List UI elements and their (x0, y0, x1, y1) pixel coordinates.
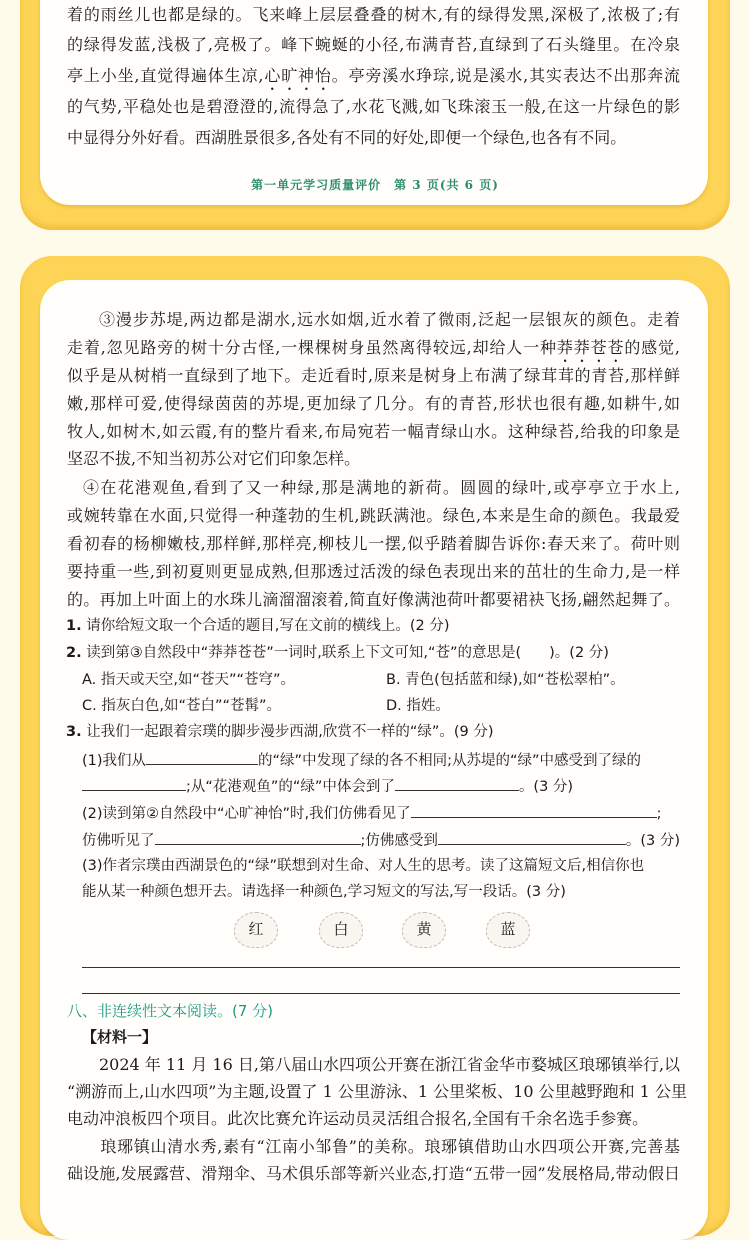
question-text: 仿佛听见了 (82, 833, 155, 849)
text-line: “溯游而上,山水四项”为主题,设置了 1 公里游泳、1 公里桨板、10 公里越野跑和 1 公里 (67, 1082, 687, 1101)
option-a[interactable]: A. 指天或天空,如“苍天”“苍穹”。 (82, 672, 296, 688)
question-text: 。(3 分) (518, 779, 574, 795)
text-line: 要持重一些,到初夏则更显成熟,但那透过活泼的绿色表现出来的茁壮的生命力,是一样 (67, 562, 680, 581)
option-d[interactable]: D. 指姓。 (386, 698, 450, 714)
page-footer: 第一单元学习质量评价 第 3 页(共 6 页) (251, 178, 499, 192)
text-line: ③漫步苏堤,两边都是湖水,远水如烟,近水着了微雨,泛起一层银灰的颜色。走着 (99, 310, 680, 329)
emphasized-word: 心旷神怡 (263, 66, 332, 85)
text-segment: 走着,忽见路旁的树十分古怪,一棵棵树身虽然离得较远,却给人一种 (67, 338, 557, 357)
question-text: ; (656, 806, 662, 822)
question-text: ;从“花港观鱼”的“绿”中体会到了 (186, 779, 395, 795)
text-line: 似乎是从树梢一直绿到了地下。走近看时,原来是树身上布满了绿茸茸的青苔,那样鲜 (67, 366, 680, 385)
text-line: 看初春的杨柳嫩枝,那样鲜,那样亮,柳枝儿一摆,似乎踏着脚告诉你:春天来了。荷叶则 (67, 534, 680, 553)
answer-blank[interactable] (146, 750, 258, 765)
subquestion-1-cont (82, 776, 573, 797)
text-line (67, 65, 680, 94)
text-line (67, 337, 680, 366)
text-line: 电动冲浪板四个项目。此次比赛允许运动员灵活组合报名,全国有千余名选手参赛。 (67, 1109, 649, 1128)
text-line: 中显得分外好看。西湖胜景很多,各处有不同的好处,即便一个绿色,也各有不同。 (67, 128, 627, 147)
question-text: (2)读到第②自然段中“心旷神怡”时,我们仿佛看见了 (82, 806, 411, 822)
subquestion-3-cont: 能从某一种颜色想开去。请选择一种颜色,学习短文的写法,写一段话。(3 分) (82, 884, 566, 900)
text-segment: 亭上小坐,直觉得遍体生凉, (67, 66, 264, 85)
text-line: 2024 年 11 月 16 日,第八届山水四项公开赛在浙江省金华市婺城区琅琊镇举行,以 (67, 1055, 681, 1074)
question-number: 2. (66, 645, 82, 661)
text-segment: 的感觉, (624, 338, 680, 357)
writing-line[interactable] (82, 993, 680, 994)
option-c[interactable]: C. 指灰白色,如“苍白”“苍髯”。 (82, 698, 281, 714)
answer-blank[interactable] (411, 803, 657, 818)
question-text: 的“绿”中发现了绿的各不相同;从苏堤的“绿”中感受到了绿的 (258, 753, 641, 769)
text-segment: 。亭旁溪水琤琮,说是溪水,其实表达不出那奔流 (331, 66, 680, 85)
answer-blank[interactable] (395, 776, 519, 791)
question-text: 读到第③自然段中“莽莽苍苍”一词时,联系上下文可知,“苍”的意思是( (86, 645, 522, 661)
section-heading: 八、非连续性文本阅读。(7 分) (67, 1002, 274, 1020)
question-3 (66, 722, 494, 742)
text-line: 的绿得发蓝,浅极了,亮极了。峰下蜿蜒的小径,布满青苔,直绿到了石头缝里。在冷泉 (67, 35, 680, 54)
subquestion-3: (3)作者宗璞由西湖景色的“绿”联想到对生命、对人生的思考。读了这篇短文后,相信你也 (82, 858, 645, 874)
color-option-yellow[interactable]: 黄 (402, 912, 446, 948)
emphasized-word: 莽莽苍苍 (556, 338, 625, 357)
question-number: 3. (66, 724, 82, 740)
text-line: ④在花港观鱼,看到了又一种绿,那是满地的新荷。圆圆的绿叶,或亭亭立于水上, (83, 478, 680, 497)
question-text: (1)我们从 (82, 753, 147, 769)
color-option-white[interactable]: 白 (319, 912, 363, 948)
question-text: )。(2 分) (549, 645, 609, 661)
color-option-red[interactable]: 红 (234, 912, 278, 948)
text-line: 础设施,发展露营、滑翔伞、马术俱乐部等新兴业态,打造“五带一园”发展格局,带动假日 (67, 1164, 680, 1183)
text-line: 或婉转靠在水面,只觉得一种蓬勃的生机,跳跃满池。绿色,本来是生命的颜色。我最爱 (67, 506, 680, 525)
text-line: 的。再加上叶面上的水珠儿滴溜溜滚着,简直好像满池荷叶都要裙袂飞扬,翩然起舞了。 (67, 590, 680, 609)
question-1 (66, 616, 449, 636)
writing-line[interactable] (82, 967, 680, 968)
subquestion-2 (82, 803, 662, 824)
text-line: 牧人,如树木,如云霞,有的整片看来,布局宛若一幅青绿山水。这种绿苔,给我的印象是 (67, 422, 680, 441)
color-option-blue[interactable]: 蓝 (486, 912, 530, 948)
question-2 (66, 643, 609, 663)
subquestion-1 (82, 750, 641, 771)
question-text: 让我们一起跟着宗璞的脚步漫步西湖,欣赏不一样的“绿”。(9 分) (86, 724, 494, 740)
text-line: 嫩,那样可爱,使得绿茵茵的苏堤,更加绿了几分。有的青苔,形状也很有趣,如耕牛,如 (67, 394, 680, 413)
subquestion-2-cont (82, 830, 680, 851)
question-number: 1. (66, 618, 82, 634)
answer-blank[interactable] (155, 830, 361, 845)
answer-blank[interactable] (82, 776, 186, 791)
text-line: 的气势,平稳处也是碧澄澄的,流得急了,水花飞溅,如飞珠滚玉一般,在这一片绿色的影 (67, 97, 680, 116)
material-label: 【材料一】 (82, 1028, 158, 1046)
question-text: ;仿佛感受到 (360, 833, 438, 849)
text-line: 着的雨丝儿也都是绿的。飞来峰上层层叠叠的树木,有的绿得发黑,深极了,浓极了;有 (67, 5, 680, 24)
answer-blank[interactable] (438, 830, 626, 845)
question-text: 。(3 分) (625, 833, 681, 849)
text-line: 坚忍不拔,不知当初苏公对它们印象怎样。 (67, 449, 361, 468)
text-line: 琅琊镇山清水秀,素有“江南小邹鲁”的美称。琅琊镇借助山水四项公开赛,完善基 (67, 1137, 680, 1156)
question-text: 请你给短文取一个合适的题目,写在文前的横线上。(2 分) (86, 618, 450, 634)
option-b[interactable]: B. 青色(包括蓝和绿),如“苍松翠柏”。 (386, 672, 625, 688)
